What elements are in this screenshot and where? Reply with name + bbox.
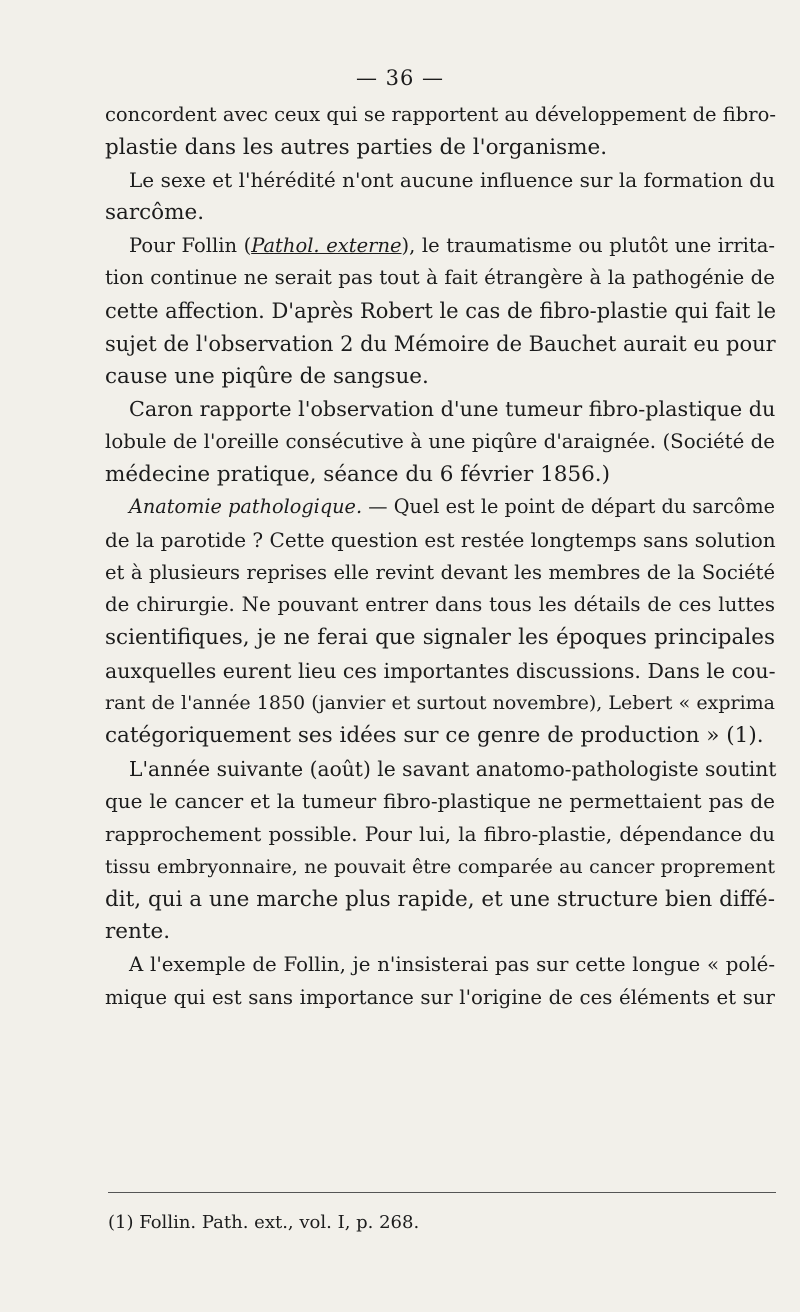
text-line: rapprochement possible. Pour lui, la fibro-plastie, dépendance du <box>105 822 775 847</box>
text-line: rente. <box>105 919 171 945</box>
text-line: plastie dans les autres parties de l'organisme. <box>105 134 608 160</box>
text-line: lobule de l'oreille consécutive à une piqûre d'araignée. (Société de <box>105 429 775 453</box>
body-text <box>105 99 775 1014</box>
text-run: Pour Follin ( <box>129 233 252 257</box>
text-line: scientifiques, je ne ferai que signaler les époques principales <box>105 625 775 650</box>
text-line: catégoriquement ses idées sur ce genre de production » (1). <box>105 723 764 749</box>
text-line: cette affection. D'après Robert le cas de fibro-plastie qui fait le <box>105 299 777 324</box>
text-line: que le cancer et la tumeur fibro-plastique ne permettaient pas de <box>105 789 775 814</box>
page-number: — 36 — <box>355 66 445 90</box>
text-line: L'année suivante (août) le savant anatomo-pathologiste soutint <box>129 756 777 781</box>
footnote: (1) Follin. Path. ext., vol. I, p. 268. <box>108 1212 420 1233</box>
text-run: ), le traumatisme ou plutôt une irrita- <box>401 233 775 257</box>
text-line: Le sexe et l'hérédité n'ont aucune influence sur la formation du <box>129 168 775 193</box>
text-line: A l'exemple de Follin, je n'insisterai pas sur cette longue « polé- <box>129 952 775 976</box>
text-line: tissu embryonnaire, ne pouvait être comparée au cancer proprement <box>105 855 775 878</box>
text-line: auxquelles eurent lieu ces importantes discussions. Dans le cou- <box>105 658 776 683</box>
text-run: — Quel est le point de départ du sarcôme <box>362 495 775 519</box>
text-line: Caron rapporte l'observation d'une tumeur fibro-plastique du <box>129 397 776 422</box>
footnote-divider <box>108 1192 776 1193</box>
text-line: et à plusieurs reprises elle revint devant les membres de la Société <box>105 560 775 584</box>
text-line: rant de l'année 1850 (janvier et surtout novembre), Lebert « exprima <box>105 692 775 715</box>
section-heading-italic: Anatomie pathologique. <box>129 495 363 519</box>
text-line: médecine pratique, séance du 6 février 1856.) <box>105 461 611 487</box>
book-title-italic: Pathol. externe <box>251 233 402 257</box>
text-line: sujet de l'observation 2 du Mémoire de Bauchet aurait eu pour <box>105 331 776 356</box>
text-line: de la parotide ? Cette question est restée longtemps sans solution <box>105 527 776 552</box>
text-line: dit, qui a une marche plus rapide, et une structure bien diffé- <box>105 886 775 912</box>
text-line <box>105 491 775 524</box>
text-line: cause une piqûre de sangsue. <box>105 363 429 389</box>
text-line: sarcôme. <box>105 200 205 226</box>
text-line: concordent avec ceux qui se rapportent au développement de fibro- <box>105 103 776 126</box>
text-line: de chirurgie. Ne pouvant entrer dans tous les détails de ces luttes <box>105 593 775 617</box>
text-line: tion continue ne serait pas tout à fait étrangère à la pathogénie de <box>105 266 775 290</box>
text-line: mique qui est sans importance sur l'origine de ces éléments et sur <box>105 985 775 1009</box>
text-line <box>105 230 775 263</box>
